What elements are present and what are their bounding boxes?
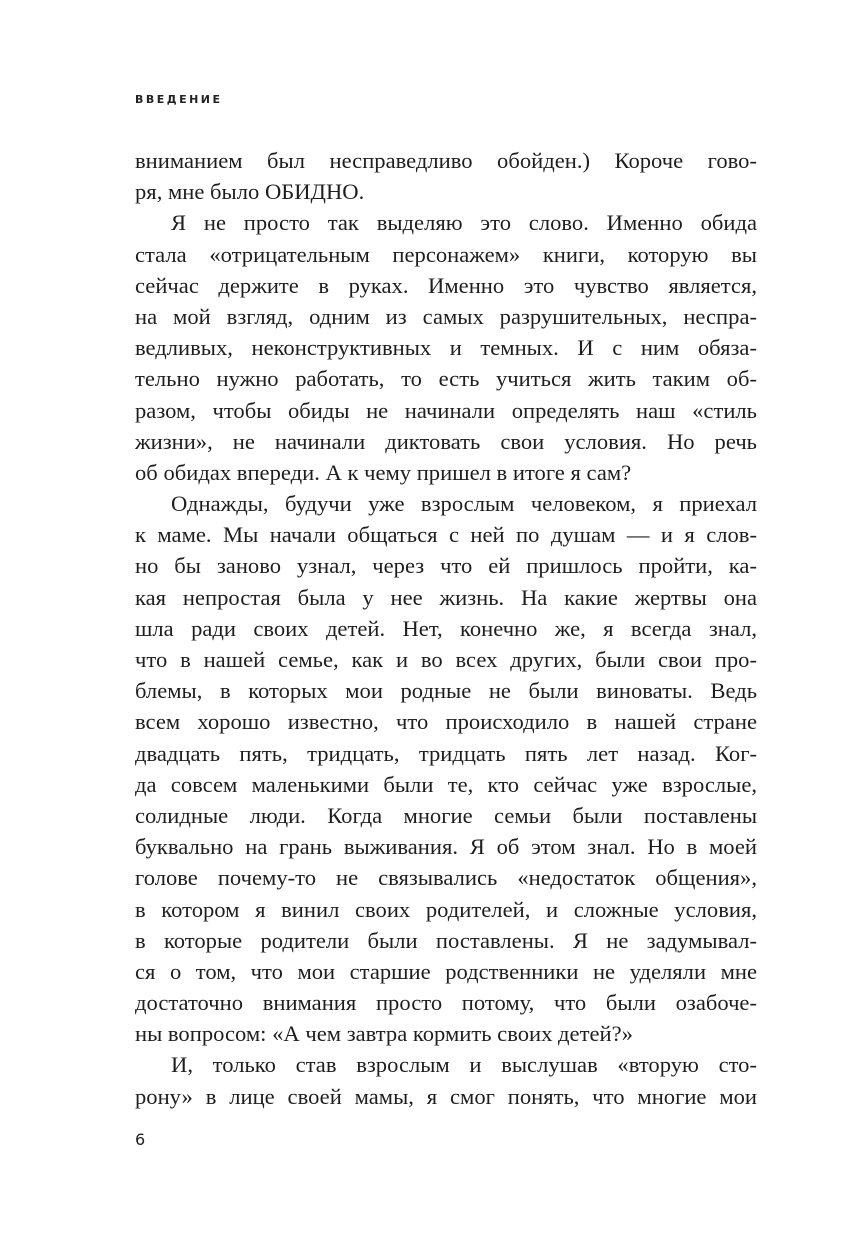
text-line: шла ради своих детей. Нет, конечно же, я всегда знал, [135,615,757,641]
text-line: в которые родители были поставлены. Я не задумывал- [135,927,757,953]
text-line: рону» в лице своей мамы, я смог понять, что многие мои [135,1083,757,1109]
text-line: солидные люди. Когда многие семьи были поставлены [135,802,757,828]
running-head: ВВЕДЕНИЕ [135,93,223,106]
body-text [135,145,757,1112]
text-line: голове почему-то не связывались «недостаток общения», [135,865,757,891]
page-number: 6 [135,1130,146,1149]
text-line: двадцать пять, тридцать, тридцать пять лет назад. Ког- [135,740,757,766]
text-line: достаточно внимания просто потому, что были озабоче- [135,990,757,1016]
text-line: что в нашей семье, как и во всех других, были свои про- [135,647,757,672]
text-line: жизни», не начинали диктовать свои условия. Но речь [135,428,757,454]
text-line: в котором я винил своих родителей, и сложные условия, [135,896,757,922]
text-line: кая непростая была у нее жизнь. На какие жертвы она [135,584,757,610]
text-line: ря, мне было ОБИДНО. [135,179,365,205]
text-line: на мой взгляд, одним из самых разрушительных, неспра- [135,303,757,329]
text-line: разом, чтобы обиды не начинали определять наш «стиль [135,397,757,423]
text-line: ны вопросом: «А чем завтра кормить своих детей?» [135,1021,633,1047]
text-line: вниманием был несправедливо обойден.) Короче гово- [135,148,757,173]
text-line: об обидах впереди. А к чему пришел в итоге я сам? [135,459,632,485]
text-line: но бы заново узнал, через что ей пришлось пройти, ка- [135,553,757,579]
text-line: тельно нужно работать, то есть учиться жить таким об- [135,366,757,392]
text-line: ведливых, неконструктивных и темных. И с ним обяза- [135,335,757,361]
text-line: буквально на грань выживания. Я об этом знал. Но в моей [135,834,757,860]
text-line: всем хорошо известно, что происходило в нашей стране [135,709,757,735]
text-line: ся о том, что мои старшие родственники не уделяли мне [135,958,757,984]
text-line: Я не просто так выделяю это слово. Именно обида [171,210,757,236]
text-line: блемы, в которых мои родные не были виноваты. Ведь [135,678,757,704]
text-line: да совсем маленькими были те, кто сейчас уже взрослые, [135,771,757,797]
text-line: И, только став взрослым и выслушав «вторую сто- [171,1052,757,1078]
text-line: стала «отрицательным персонажем» книги, которую вы [135,241,757,267]
text-line: Однажды, будучи уже взрослым человеком, я приехал [171,491,757,517]
text-line: сейчас держите в руках. Именно это чувство является, [135,272,757,298]
text-line: к маме. Мы начали общаться с ней по душам — и я слов- [135,522,757,548]
